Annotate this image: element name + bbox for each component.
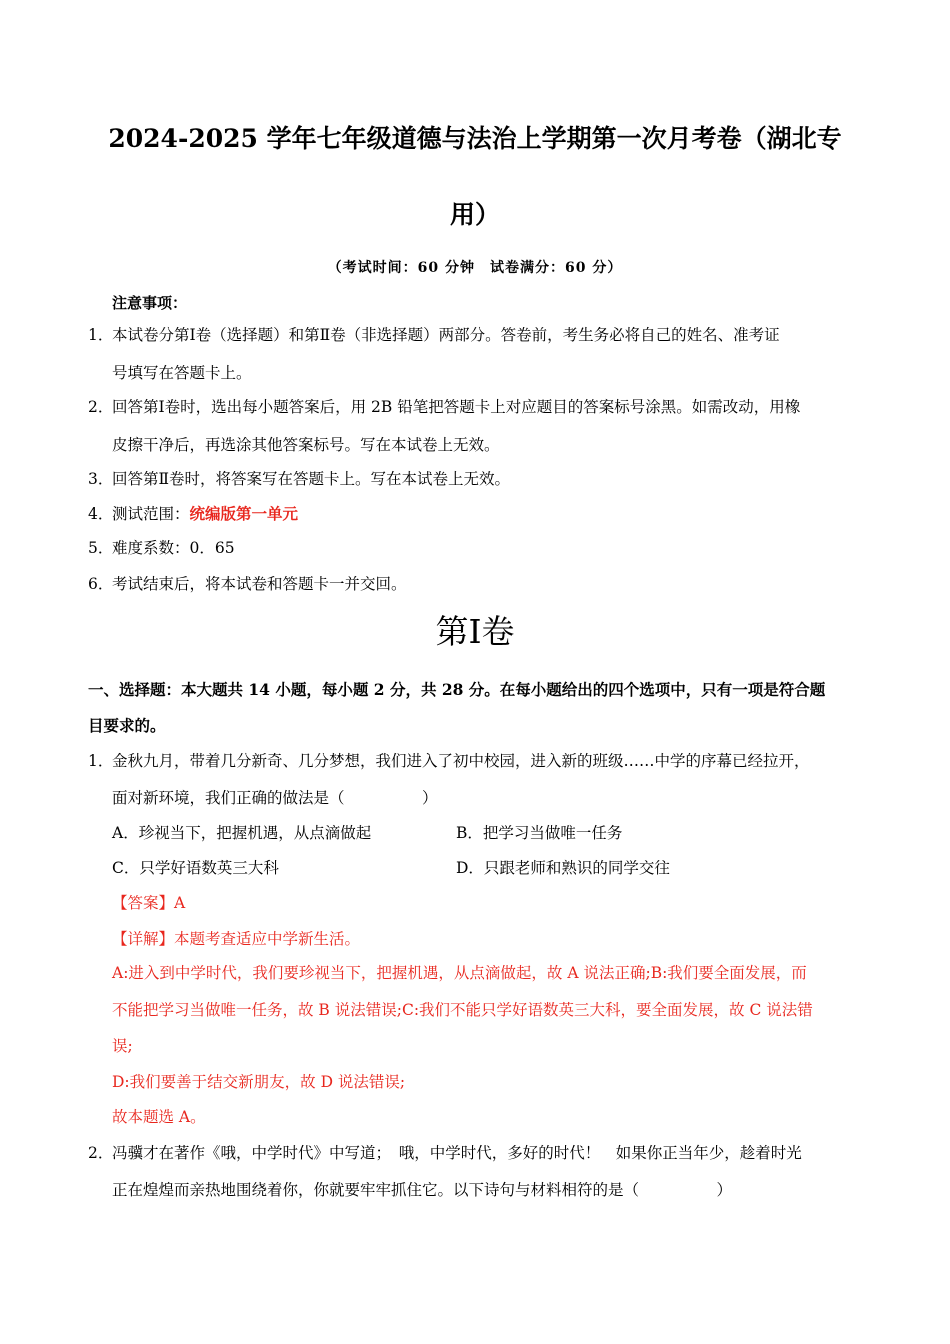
q1-option-b: B．把学习当做唯一任务: [456, 824, 623, 842]
title-line-2: 用）: [449, 200, 500, 229]
q1-explain-line-5: 故本题选 A。: [112, 1108, 206, 1126]
q1-explain-line-2: 不能把学习当做唯一任务，故 B 说法错误;C:我们不能只学好语数英三大科，要全面发展，故 C 说法错: [112, 1001, 813, 1019]
exam-info: （考试时间：60 分钟 试卷满分：60 分）: [327, 260, 623, 276]
q1-stem-line-2: 面对新环境，我们正确的做法是（ ）: [112, 789, 438, 807]
q1-explain-line-3: 误;: [112, 1037, 133, 1055]
notice-4-prefix: 测试范围：: [112, 505, 190, 523]
notice-2-line-1: 回答第Ⅰ卷时，选出每小题答案后，用 2B 铅笔把答题卡上对应题目的答案标号涂黑。如需改动，用橡: [112, 398, 801, 416]
notice-heading: 注意事项：: [112, 294, 188, 312]
notice-1-number: 1．: [88, 326, 114, 344]
q1-option-d: D．只跟老师和熟识的同学交往: [456, 859, 670, 877]
notice-5-number: 5．: [88, 539, 114, 557]
title-line-1: 2024-2025 学年七年级道德与法治上学期第一次月考卷（湖北专: [108, 124, 842, 153]
q1-explain-head: 【详解】本题考查适应中学新生活。: [112, 930, 361, 948]
notice-6-line-1: 考试结束后，将本试卷和答题卡一并交回。: [112, 575, 407, 593]
part-heading-line-1: 一、选择题：本大题共 14 小题，每小题 2 分，共 28 分。在每小题给出的四个选项中，只有一项是符合题: [88, 680, 826, 699]
q1-number: 1．: [88, 752, 114, 770]
notice-3-number: 3．: [88, 470, 114, 488]
notice-1-line-2: 号填写在答题卡上。: [112, 364, 252, 382]
q2-stem-line-1: 冯骥才在著作《哦，中学时代》中写道； 哦，中学时代，多好的时代！ 如果你正当年少，趁着时光: [112, 1144, 802, 1162]
q1-answer: 【答案】A: [112, 894, 186, 912]
q2-stem-line-2: 正在煌煌而亲热地围绕着你，你就要牢牢抓住它。以下诗句与材料相符的是（ ）: [112, 1181, 733, 1199]
notice-1-line-1: 本试卷分第Ⅰ卷（选择题）和第Ⅱ卷（非选择题）两部分。答卷前，考生务必将自己的姓名、准考证: [112, 326, 780, 344]
q1-option-c: C．只学好语数英三大科: [112, 859, 279, 877]
section-title: 第Ⅰ卷: [435, 612, 515, 651]
notice-6-number: 6．: [88, 575, 114, 593]
q1-explain-line-4: D:我们要善于结交新朋友，故 D 说法错误;: [112, 1073, 406, 1091]
notice-4-number: 4．: [88, 505, 114, 523]
notice-2-line-2: 皮擦干净后，再选涂其他答案标号。写在本试卷上无效。: [112, 436, 500, 454]
notice-5-line-1: 难度系数：0．65: [112, 539, 235, 557]
notice-4-line: [112, 503, 298, 525]
notice-3-line-1: 回答第Ⅱ卷时，将答案写在答题卡上。写在本试卷上无效。: [112, 470, 511, 488]
q2-number: 2．: [88, 1144, 114, 1162]
q1-option-a: A．珍视当下，把握机遇，从点滴做起: [112, 824, 372, 842]
test-scope-highlight: 统编版第一单元: [189, 504, 299, 523]
q1-explain-line-1: A:进入到中学时代，我们要珍视当下，把握机遇，从点滴做起，故 A 说法正确;B:我们要全面发展，而: [112, 964, 807, 982]
part-heading-line-2: 目要求的。: [88, 716, 166, 735]
notice-2-number: 2．: [88, 398, 114, 416]
q1-stem-line-1: 金秋九月，带着几分新奇、几分梦想，我们进入了初中校园，进入新的班级……中学的序幕已经拉开，: [112, 752, 810, 770]
